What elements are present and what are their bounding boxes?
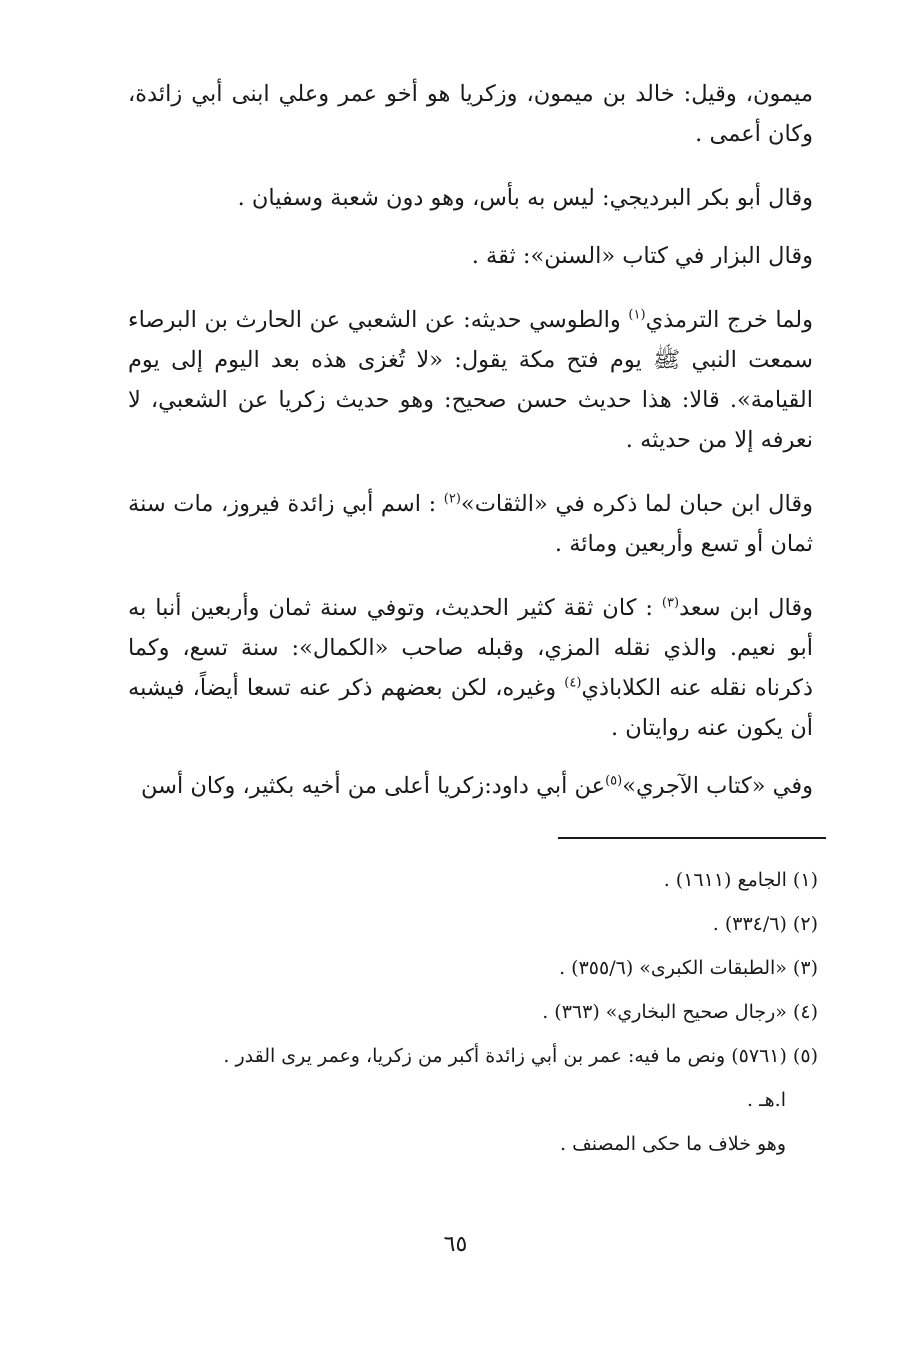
paragraph-7-text-b: عن أبي داود:زكريا أعلى من أخيه بكثير، وكان أسن (140, 773, 606, 799)
footnote-5-end: ا.هـ . (747, 1089, 786, 1111)
footnote-3: (٣) «الطبقات الكبرى» (٣٥٥/٦) . (559, 957, 818, 979)
paragraph-5 (128, 484, 813, 564)
paragraph-3-text: وقال البزار في كتاب «السنن»: ثقة . (471, 243, 813, 269)
paragraph-4-text-b: والطوسي حديثه: عن الشعبي عن الحارث بن البرصاء سمعت النبي ﷺ يوم فتح مكة يقول: «لا تُغزى هذه بعد اليوم إلى يوم القيامة». قالا: هذا حديث حسن صحيح: وهو حديث زكريا عن الشعبي، لا نعرفه إلا من حديثه . (128, 307, 813, 453)
paragraph-4 (128, 300, 813, 460)
paragraph-2 (128, 178, 813, 218)
paragraph-5-text-a: وقال ابن حبان لما ذكره في «الثقات» (460, 491, 814, 517)
paragraph-1 (128, 74, 813, 154)
paragraph-6 (128, 588, 813, 748)
footnotes (128, 858, 818, 1166)
paragraph-6-text-c: وغيره، لكن بعضهم ذكر عنه تسعا أيضاً، فيشبه أن يكون عنه روايتان . (128, 675, 813, 741)
footnote-ref-3[interactable]: (٣) (661, 595, 680, 611)
paragraph-3 (128, 236, 813, 276)
footnote-5: (٥) (٥٧٦١) ونص ما فيه: عمر بن أبي زائدة أكبر من زكريا، وعمر يرى القدر . (223, 1045, 818, 1067)
paragraph-1-text: ميمون، وقيل: خالد بن ميمون، وزكريا هو أخو عمر وعلي ابنى أبي زائدة، وكان أعمى . (128, 81, 813, 147)
footnote-ref-1[interactable]: (١) (628, 307, 646, 323)
footnote-ref-4[interactable]: (٤) (564, 675, 582, 691)
paragraph-4-text-a: ولما خرج الترمذي (645, 307, 813, 333)
footnote-5-comment: وهو خلاف ما حكى المصنف . (560, 1133, 786, 1155)
paragraph-6-text-a: وقال ابن سعد (679, 595, 813, 621)
footnote-ref-2[interactable]: (٢) (443, 491, 461, 507)
paragraph-2-text: وقال أبو بكر البرديجي: ليس به بأس، وهو دون شعبة وسفيان . (237, 185, 813, 211)
paragraph-6-text-b: : كان ثقة كثير الحديث، وتوفي سنة ثمان وأربعين أنبا به أبو نعيم. والذي نقله المزي، وقبله صاحب «الكمال»: سنة تسع، وكما ذكرناه نقله عنه الكلاباذي (128, 595, 813, 701)
footnote-2: (٢) (٣٣٤/٦) . (712, 913, 818, 935)
page-number: ٦٥ (443, 1232, 468, 1257)
main-text (128, 74, 813, 830)
footnote-ref-5[interactable]: (٥) (605, 773, 623, 789)
paragraph-7 (128, 766, 813, 806)
footnote-divider (558, 837, 826, 839)
paragraph-5-text-b: : اسم أبي زائدة فيروز، مات سنة ثمان أو تسع وأربعين ومائة . (128, 491, 813, 557)
footnote-1: (١) الجامع (١٦١١) . (663, 869, 818, 891)
footnote-4: (٤) «رجال صحيح البخاري» (٣٦٣) . (542, 1001, 818, 1023)
paragraph-7-text-a: وفي «كتاب الآجري» (622, 773, 813, 799)
